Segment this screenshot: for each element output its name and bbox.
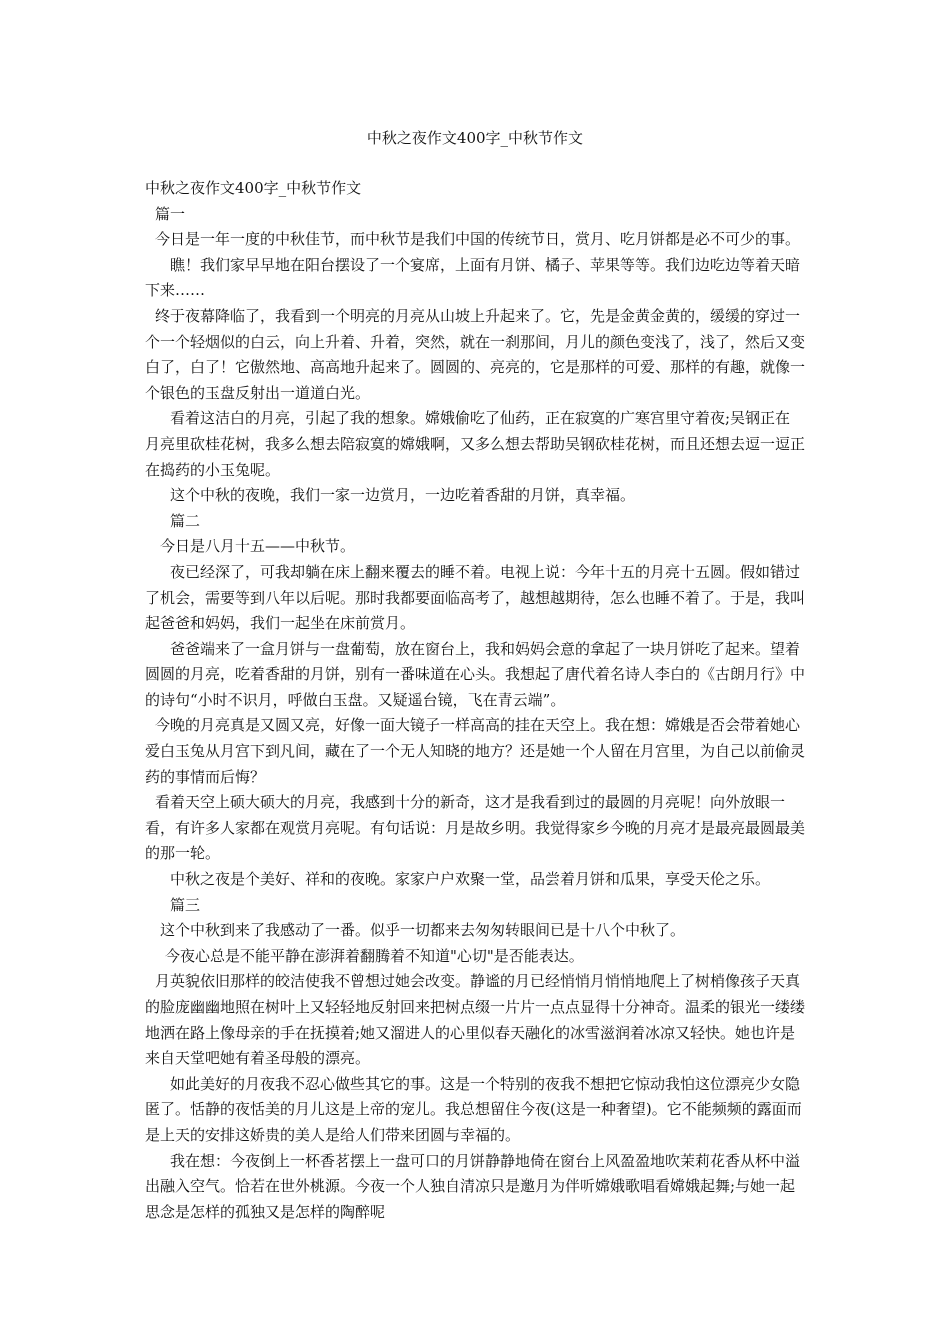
paragraph: 爸爸端来了一盒月饼与一盘葡萄，放在窗台上，我和妈妈会意的拿起了一块月饼吃了起来。望着圆圆的月亮，吃着香甜的月饼，别有一番味道在心头。我想起了唐代着名诗人李白的《古朗月行》中的诗句“小时不识月，呼做白玉盘。又疑遥台镜，飞在青云端”。 bbox=[145, 639, 806, 709]
paragraph: 今夜心总是不能平静在澎湃着翻腾着不知道"心切"是否能表达。 bbox=[165, 946, 584, 965]
paragraph: 今日是一年一度的中秋佳节，而中秋节是我们中国的传统节日，赏月、吃月饼都是必不可少的事。 bbox=[155, 230, 801, 249]
document-title: 中秋之夜作文400字_中秋节作文 bbox=[366, 129, 584, 147]
section-heading: 篇二 bbox=[170, 511, 201, 530]
paragraph: 瞧！我们家早早地在阳台摆设了一个宴席，上面有月饼、橘子、苹果等等。我们边吃边等着天暗下来…… bbox=[145, 255, 801, 300]
paragraph: 月英貌依旧那样的皎洁使我不曾想过她会改变。静谧的月已经悄悄月悄悄地爬上了树梢像孩子天真的脸庞幽幽地照在树叶上又轻轻地反射回来把树点缀一片片一点点显得十分神奇。温柔的银光一缕缕地洒在路上像母亲的手在抚摸着;她又溜进人的心里似春天融化的冰雪滋润着冰凉又轻快。她也许是来自天堂吧她有着圣母般的漂亮。 bbox=[145, 972, 806, 1068]
paragraph: 终于夜幕降临了，我看到一个明亮的月亮从山坡上升起来了。它，先是金黄金黄的，缓缓的穿过一个一个轻烟似的白云，向上升着、升着，突然，就在一刹那间，月儿的颜色变浅了，浅了，然后又变白了，白了！它傲然地、高高地升起来了。圆圆的、亮亮的，它是那样的可爱、那样的有趣，就像一个银色的玉盘反射出一道道白光。 bbox=[145, 306, 806, 402]
paragraph: 今日是八月十五——中秋节。 bbox=[160, 537, 356, 556]
paragraph: 我在想：今夜倒上一杯香茗摆上一盘可口的月饼静静地倚在窗台上风盈盈地吹茉莉花香从杯中溢出融入空气。恰若在世外桃源。今夜一个人独自清凉只是邀月为伴听嫦娥歌唱看嫦娥起舞;与她一起思念是怎样的孤独又是怎样的陶醉呢 bbox=[145, 1151, 801, 1221]
paragraph: 这个中秋到来了我感动了一番。似乎一切都来去匆匆转眼间已是十八个中秋了。 bbox=[160, 921, 686, 940]
paragraph: 如此美好的月夜我不忍心做些其它的事。这是一个特别的夜我不想把它惊动我怕这位漂亮少女隐匿了。恬静的夜恬美的月儿这是上帝的宠儿。我总想留住今夜(这是一种奢望)。它不能频频的露面而是上天的安排这娇贵的美人是给人们带来团圆与幸福的。 bbox=[145, 1074, 802, 1144]
document-subtitle: 中秋之夜作文400字_中秋节作文 bbox=[145, 179, 362, 197]
section-heading: 篇三 bbox=[170, 895, 201, 914]
paragraph: 今晚的月亮真是又圆又亮，好像一面大镜子一样高高的挂在天空上。我在想：嫦娥是否会带着她心爱白玉兔从月宫下到凡间，藏在了一个无人知晓的地方？还是她一个人留在月宫里，为自己以前偷灵药的事情而后悔？ bbox=[145, 716, 806, 786]
paragraph: 看着天空上硕大硕大的月亮，我感到十分的新奇，这才是我看到过的最圆的月亮呢！向外放眼一看，有许多人家都在观赏月亮呢。有句话说：月是故乡明。我觉得家乡今晚的月亮才是最亮最圆最美的那一轮。 bbox=[145, 793, 806, 863]
document-body bbox=[145, 176, 805, 1225]
paragraph: 夜已经深了，可我却躺在床上翻来覆去的睡不着。电视上说：今年十五的月亮十五圆。假如错过了机会，需要等到八年以后呢。那时我都要面临高考了，越想越期待，怎么也睡不着了。于是，我叫起爸爸和妈妈，我们一起坐在床前赏月。 bbox=[145, 562, 806, 633]
section-heading: 篇一 bbox=[155, 204, 186, 223]
paragraph: 看着这洁白的月亮，引起了我的想象。嫦娥偷吃了仙药，正在寂寞的广寒宫里守着夜;吴钢正在月亮里砍桂花树，我多么想去陪寂寞的嫦娥啊，又多么想去帮助吴钢砍桂花树，而且还想去逗一逗正在捣药的小玉兔呢。 bbox=[145, 409, 806, 479]
paragraph: 中秋之夜是个美好、祥和的夜晚。家家户户欢聚一堂，品尝着月饼和瓜果，享受天伦之乐。 bbox=[170, 870, 771, 889]
paragraph: 这个中秋的夜晚，我们一家一边赏月，一边吃着香甜的月饼，真幸福。 bbox=[170, 486, 636, 505]
